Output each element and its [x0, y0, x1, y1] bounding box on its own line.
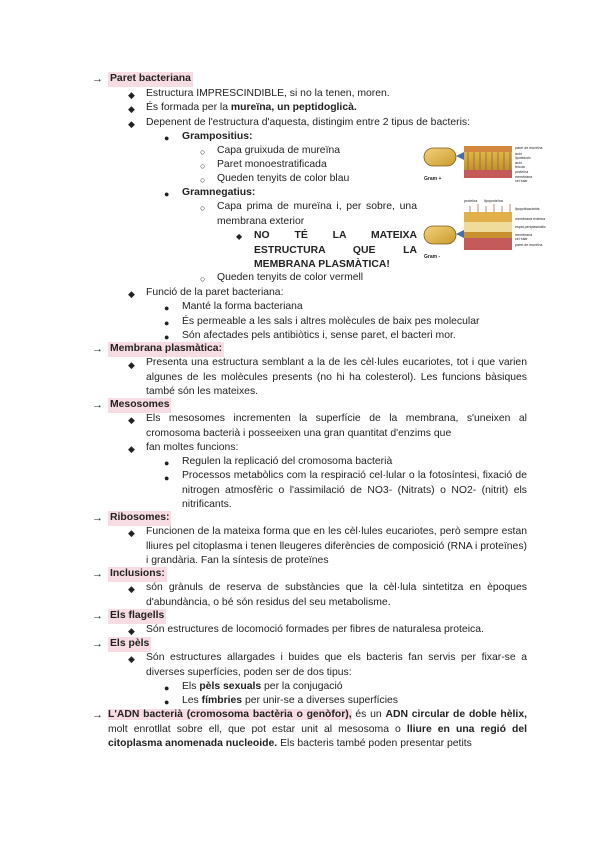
figure-label: teicoic — [515, 165, 526, 169]
arrow-icon — [456, 230, 464, 238]
gram-positive-label: Gram + — [424, 176, 442, 182]
section-title: Mesosomes — [108, 398, 171, 413]
arrow-icon: → — [92, 343, 103, 355]
section-title: Els flagells — [108, 609, 166, 624]
list-item: Manté la forma bacteriana — [182, 301, 303, 312]
bold-text: mureïna, un peptidoglicà. — [230, 102, 357, 113]
text: molt enrotllat sobre ell, que pot estar unit al mesosoma o — [108, 723, 407, 735]
bacterium-shape — [424, 226, 456, 244]
section-inclusions — [92, 567, 167, 582]
text: Les — [182, 695, 202, 706]
list-item: Són afectades pels antibiòtics i, sense paret, el bacteri mor. — [182, 330, 456, 341]
arrow-icon: → — [92, 399, 103, 411]
figure-label: proteïna — [464, 199, 478, 203]
round-bullet-icon: ● — [164, 473, 170, 483]
bold-text: pèls sexuals — [199, 681, 262, 692]
gram-positive-diagram — [424, 146, 542, 183]
figure-label: paret de mureïna — [515, 146, 543, 150]
arrow-icon: → — [92, 638, 103, 650]
list-item: Capa gruixuda de mureïna — [217, 145, 341, 156]
text: per la conjugació — [261, 681, 343, 692]
text: Els bacteris també poden presentar petits — [277, 738, 472, 749]
diamond-bullet-icon: ◆ — [128, 104, 135, 114]
gram-negative-label: Gram - — [424, 254, 441, 260]
paragraph: Depenent de l'estructura d'aquesta, distingim entre 2 tipus de bacteris: — [146, 117, 470, 128]
figure-label: cel·lular — [515, 179, 528, 183]
section-title: Els pèls — [108, 637, 151, 652]
bacterium-shape — [424, 148, 456, 166]
circle-bullet-icon: ○ — [200, 274, 206, 284]
list-item — [182, 680, 343, 695]
circle-bullet-icon: ○ — [200, 175, 206, 185]
paragraph: Són estructures allargades i buides que els bacteris fan servis per fixar-se a diverses superfícies, poden ser de dos tipus: — [146, 652, 527, 678]
arrow-icon: → — [92, 709, 103, 721]
list-item: Queden tenyits de color vermell — [217, 272, 364, 283]
paragraph — [146, 101, 357, 116]
diamond-bullet-icon: ◆ — [128, 654, 135, 664]
round-bullet-icon: ● — [164, 332, 170, 342]
text: per unir-se a diverses superfícies — [242, 695, 398, 706]
subheading-gramnegatius: Gramnegatius: — [182, 187, 256, 198]
section-paret-bacteriana — [92, 72, 193, 87]
diamond-bullet-icon: ◆ — [236, 232, 243, 241]
gram-negative-diagram — [424, 199, 546, 260]
bold-text: lliure en una regió del citoplasma anomenada nucleoide. — [108, 723, 527, 749]
diamond-bullet-icon: ◆ — [128, 415, 135, 425]
figure-label: membrana — [515, 233, 533, 237]
wall-layer-top — [464, 146, 512, 152]
figure-label: paret de mureïna — [515, 243, 543, 247]
section-ribosomes — [92, 511, 171, 526]
figure-label: lipoteicoic — [515, 156, 531, 160]
circle-bullet-icon: ○ — [200, 161, 206, 171]
text: És formada per la — [146, 102, 231, 113]
round-bullet-icon: ● — [164, 318, 170, 328]
cell-wall-figure — [420, 140, 578, 282]
circle-bullet-icon: ○ — [200, 203, 206, 213]
subheading-grampositius: Grampositius: — [182, 131, 253, 142]
circle-bullet-icon: ○ — [200, 147, 206, 157]
round-bullet-icon: ● — [164, 683, 170, 693]
section-flagells — [92, 609, 166, 624]
diamond-bullet-icon: ◆ — [128, 626, 135, 636]
paragraph: són grànuls de reserva de substàncies que la cèl·lula sintetitza en èpoques d'abundància, o bé són residus del seu metabolisme. — [146, 582, 527, 608]
list-item: Regulen la replicació del cromosoma bacterià — [182, 456, 393, 467]
figure-label: membrana — [515, 175, 533, 179]
section-title: Inclusions: — [108, 567, 167, 582]
section-title: Membrana plasmàtica: — [108, 342, 224, 357]
highlighted-text: L'ADN bacterià (cromosoma bactèria o genòfor), — [108, 709, 352, 720]
list-item: Capa prima de mureïna i, per sobre, una membrana exterior — [217, 201, 417, 227]
bold-text: fímbries — [201, 695, 243, 706]
diamond-bullet-icon: ◆ — [128, 119, 135, 129]
figure-label: lipopolisacàrids — [515, 207, 540, 211]
paragraph: Els mesosomes incrementen la superfície de la membrana, s'uneixen al cromosoma bacterià i posseeixen una gran quantitat d'enzims que — [146, 413, 527, 439]
paragraph: fan moltes funcions: — [146, 442, 239, 453]
list-item: Processos metabòlics com la respiració cel·lular o la fotosíntesi, fixació de nitrogen atmosfèric o l'assimilació de NO3- (Nitrats) o NO2- (nitrit) els nitrificants. — [182, 470, 527, 510]
warning-note: NO TÉ LA MATEIXA ESTRUCTURA QUE LA MEMBRANA PLASMÀTICA! — [254, 230, 417, 270]
list-item: Queden tenyits de color blau — [217, 173, 350, 184]
section-membrana-plasmatica — [92, 342, 224, 357]
list-item: Paret monoestratificada — [217, 159, 327, 170]
diamond-bullet-icon: ◆ — [128, 360, 135, 370]
diamond-bullet-icon: ◆ — [128, 289, 135, 299]
figure-label: espai periplasmàtic — [515, 225, 546, 229]
figure-label: cel·lular — [515, 237, 528, 241]
paragraph: Estructura IMPRESCINDIBLE, si no la tenen, moren. — [146, 88, 390, 99]
diamond-bullet-icon: ◆ — [128, 584, 135, 594]
bold-text: ADN circular de doble hèlix, — [385, 709, 527, 720]
diamond-bullet-icon: ◆ — [128, 528, 135, 538]
arrow-icon — [456, 152, 464, 160]
paragraph: Funcionen de la mateixa forma que en les cèl·lules eucariotes, però sempre estan lliures pel citoplasma i tenen lleugeres diferències de composició (RNA i proteïnes) i grandària. Fan la síntesis de proteïnes — [146, 526, 527, 566]
section-title: Paret bacteriana — [108, 72, 193, 87]
arrow-icon: → — [92, 73, 103, 85]
diamond-bullet-icon: ◆ — [128, 444, 135, 454]
section-title: Ribosomes: — [108, 511, 171, 526]
section-mesosomes — [92, 398, 171, 413]
figure-label: lipoproteïna — [484, 199, 503, 203]
periplasmic-layer — [464, 222, 512, 232]
membrane-layer — [464, 238, 512, 250]
figure-label: proteïna — [515, 170, 529, 174]
text: és un — [351, 709, 386, 720]
text: Els — [182, 681, 200, 692]
list-item — [182, 694, 398, 709]
paragraph: Presenta una estructura semblant a la de les cèl·lules eucariotes, tot i que varien algunes de les molècules presents (no hi ha colesterol). Les funcions bàsiques també són les mateixes. — [146, 357, 527, 397]
paragraph: Funció de la paret bacteriana: — [146, 287, 284, 298]
arrow-icon: → — [92, 610, 103, 622]
figure-label: àcid — [515, 161, 522, 165]
round-bullet-icon: ● — [164, 458, 170, 468]
round-bullet-icon: ● — [164, 133, 170, 143]
paragraph-adn — [108, 708, 527, 752]
section-pels — [92, 637, 151, 652]
figure-label: àcid — [515, 152, 522, 156]
round-bullet-icon: ● — [164, 189, 170, 199]
round-bullet-icon: ● — [164, 303, 170, 313]
arrow-icon: → — [92, 568, 103, 580]
membrane-layer — [464, 170, 512, 178]
mureine-layer — [464, 232, 512, 238]
arrow-icon: → — [92, 512, 103, 524]
outer-membrane-layer — [464, 212, 512, 222]
paragraph: Són estructures de locomoció formades per fibres de naturalesa proteica. — [146, 624, 484, 635]
figure-label: membrana externa — [515, 217, 546, 221]
round-bullet-icon: ● — [164, 697, 170, 707]
diamond-bullet-icon: ◆ — [128, 90, 135, 100]
list-item: És permeable a les sals i altres molècules de baix pes molecular — [182, 316, 480, 327]
